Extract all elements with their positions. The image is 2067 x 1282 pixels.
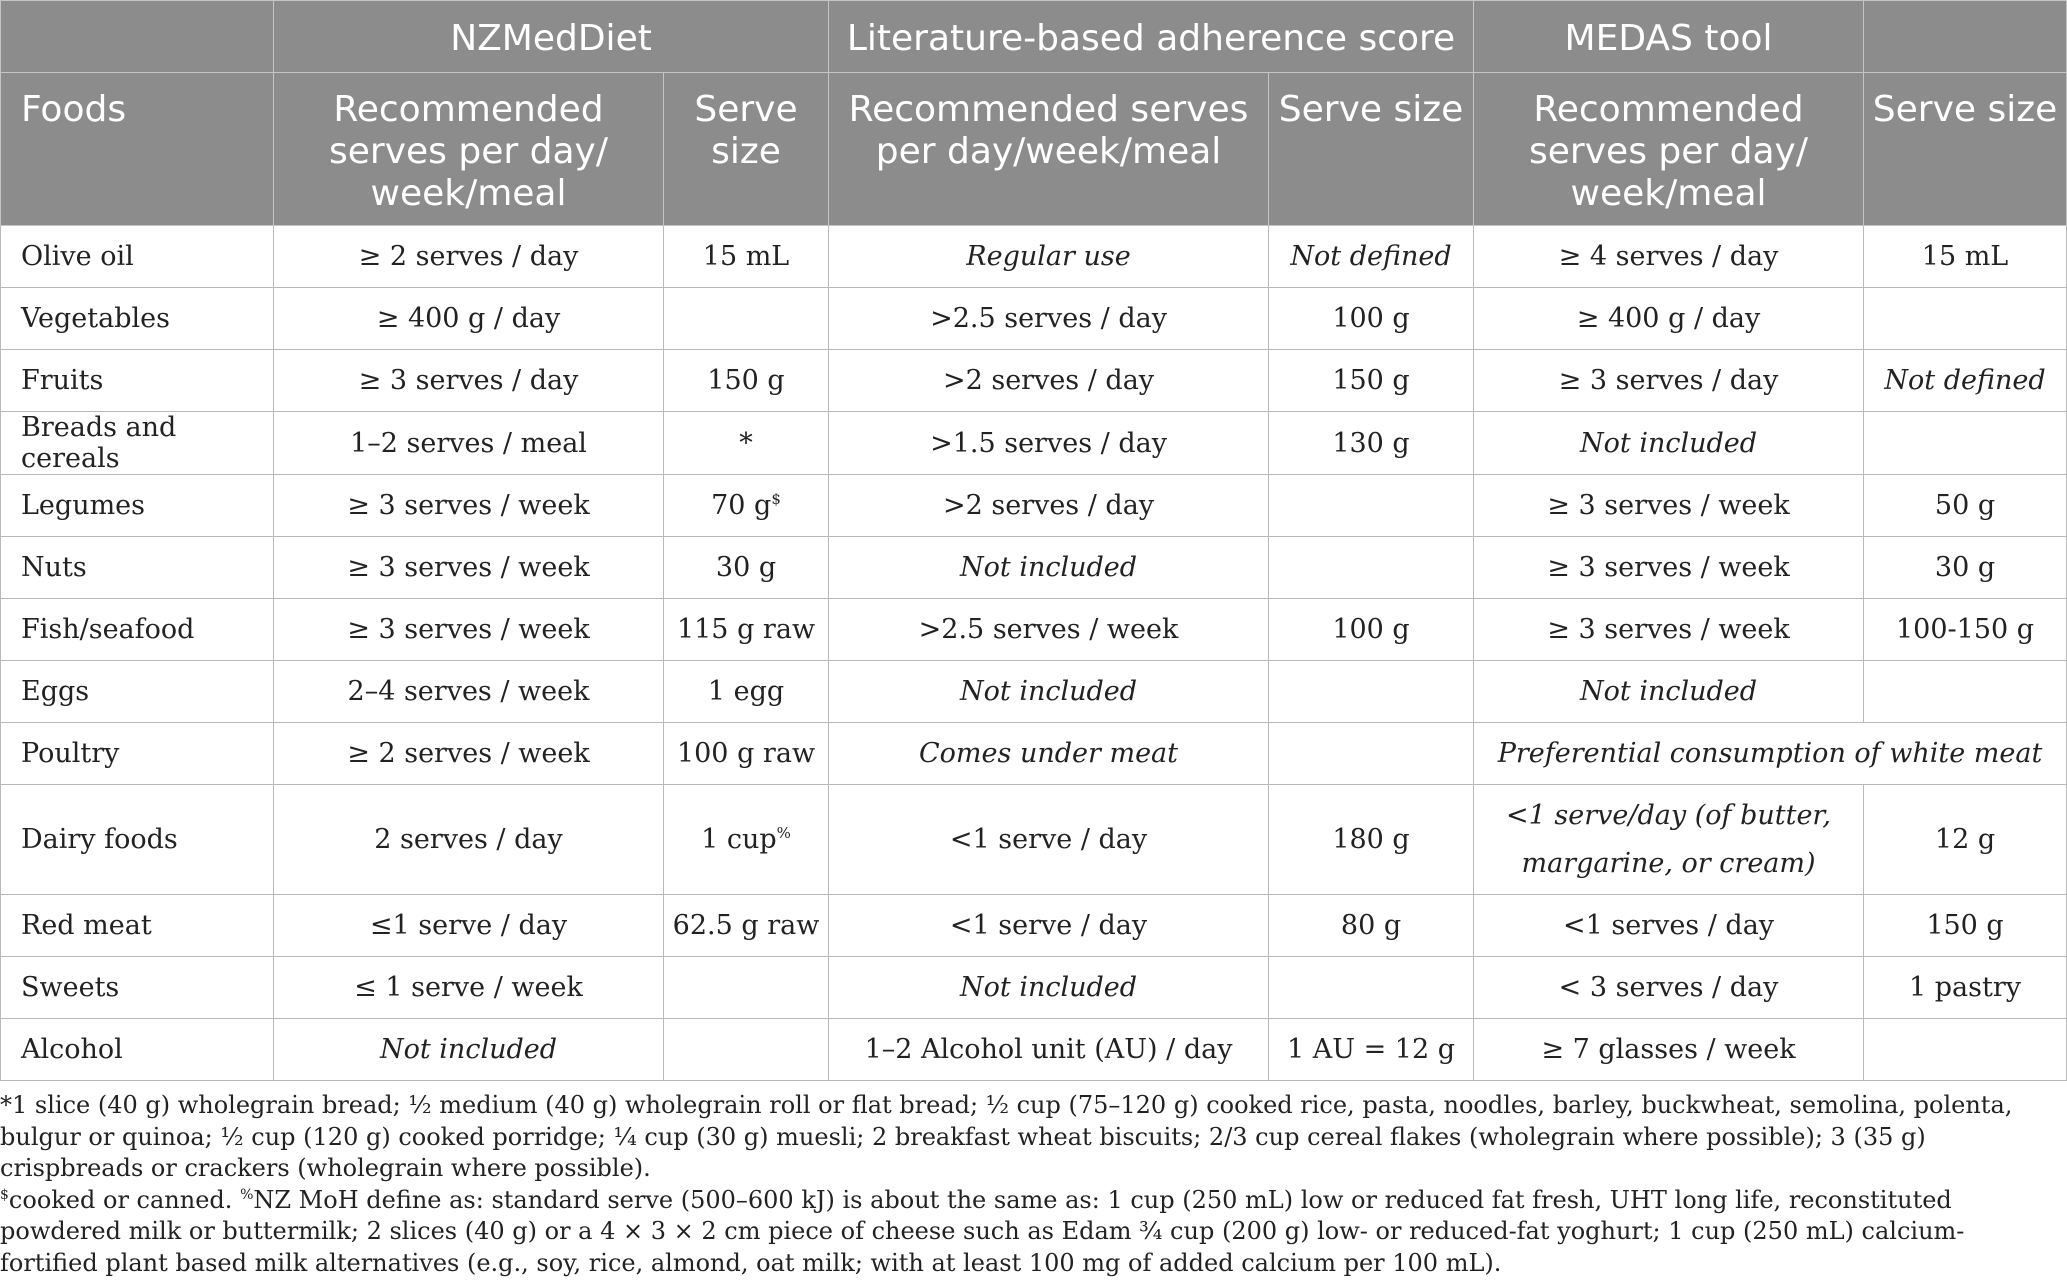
food-name: Legumes (1, 475, 274, 537)
medas-serve-size: 30 g (1864, 537, 2067, 599)
medas-serve-size (1864, 1019, 2067, 1081)
table-row (1, 785, 2067, 895)
medas-merged-note: Preferential consumption of white meat (1474, 723, 2067, 785)
group-header-empty-end (1864, 1, 2067, 73)
lit-serve-size: 130 g (1269, 412, 1474, 475)
nz-serve-size (664, 288, 829, 350)
food-name: Alcohol (1, 1019, 274, 1081)
lit-serve-size: Not defined (1269, 226, 1474, 288)
food-name: Dairy foods (1, 785, 274, 895)
lit-recommended: Comes under meat (829, 723, 1269, 785)
medas-serve-size: 12 g (1864, 785, 2067, 895)
group-header-row (1, 1, 2067, 73)
medas-serve-size: 150 g (1864, 895, 2067, 957)
lit-serve-size: 100 g (1269, 599, 1474, 661)
nz-serve-size: 70 g (711, 490, 772, 521)
nz-serve-size: 115 g raw (664, 599, 829, 661)
medas-serve-size: 50 g (1864, 475, 2067, 537)
table-row (1, 412, 2067, 475)
footnote-dollar-text: cooked or canned. (8, 1185, 233, 1214)
lit-recommended: <1 serve / day (829, 785, 1269, 895)
nz-recommended: ≤ 1 serve / week (274, 957, 664, 1019)
medas-recommended: Not included (1474, 412, 1864, 475)
lit-serve-size: 1 AU = 12 g (1269, 1019, 1474, 1081)
lit-recommended: 1–2 Alcohol unit (AU) / day (829, 1019, 1269, 1081)
nz-serve-size: 1 cup (701, 823, 777, 855)
nz-recommended: ≥ 2 serves / day (274, 226, 664, 288)
food-name: Poultry (1, 723, 274, 785)
medas-recommended-line2: margarine, or cream) (1521, 847, 1816, 879)
group-header-empty (1, 1, 274, 73)
nz-recommended: Not included (274, 1019, 664, 1081)
medas-recommended: Not included (1474, 661, 1864, 723)
nz-recommended: ≥ 3 serves / day (274, 350, 664, 412)
table-row (1, 475, 2067, 537)
medas-serve-size: 15 mL (1864, 226, 2067, 288)
lit-recommended: >1.5 serves / day (829, 412, 1269, 475)
column-header-nz-serve-size: Serve size (664, 73, 829, 226)
lit-recommended: >2.5 serves / day (829, 288, 1269, 350)
medas-recommended: <1 serves / day (1474, 895, 1864, 957)
column-header-medas-recommended: Recommended serves per day/ week/meal (1474, 73, 1864, 226)
group-header-nzmeddiet: NZMedDiet (274, 1, 829, 73)
footnote-dollar-symbol: $ (0, 1186, 9, 1203)
lit-serve-size: 80 g (1269, 895, 1474, 957)
lit-serve-size (1269, 537, 1474, 599)
nz-recommended: 2–4 serves / week (274, 661, 664, 723)
footnote-percent-symbol: % (240, 1186, 254, 1203)
medas-serve-size (1864, 288, 2067, 350)
medas-recommended: ≥ 4 serves / day (1474, 226, 1864, 288)
food-name: Fruits (1, 350, 274, 412)
food-name: Breads and cereals (1, 412, 274, 475)
group-header-literature: Literature-based adherence score (829, 1, 1474, 73)
nz-recommended: ≥ 3 serves / week (274, 475, 664, 537)
nz-serve-size: * (664, 412, 829, 475)
nz-serve-size: 62.5 g raw (664, 895, 829, 957)
footnote-dollar-percent (0, 1185, 2050, 1280)
nz-serve-size: 150 g (664, 350, 829, 412)
food-name: Eggs (1, 661, 274, 723)
medas-recommended: ≥ 3 serves / week (1474, 537, 1864, 599)
table-row (1, 661, 2067, 723)
nz-recommended: 1–2 serves / meal (274, 412, 664, 475)
table-row (1, 723, 2067, 785)
medas-recommended: ≥ 7 glasses / week (1474, 1019, 1864, 1081)
food-name: Sweets (1, 957, 274, 1019)
table-row (1, 957, 2067, 1019)
lit-serve-size (1269, 723, 1474, 785)
column-header-lit-serve-size: Serve size (1269, 73, 1474, 226)
lit-recommended: <1 serve / day (829, 895, 1269, 957)
lit-recommended: Not included (829, 537, 1269, 599)
column-header-nz-recommended: Recommended serves per day/ week/meal (274, 73, 664, 226)
medas-recommended: ≥ 3 serves / week (1474, 599, 1864, 661)
table-row (1, 350, 2067, 412)
nz-recommended: ≥ 3 serves / week (274, 537, 664, 599)
nz-recommended: 2 serves / day (274, 785, 664, 895)
lit-recommended: Not included (829, 957, 1269, 1019)
medas-serve-size: 100-150 g (1864, 599, 2067, 661)
nz-serve-size: 30 g (664, 537, 829, 599)
medas-serve-size (1864, 661, 2067, 723)
nz-serve-size (664, 957, 829, 1019)
group-header-medas: MEDAS tool (1474, 1, 1864, 73)
lit-serve-size: 100 g (1269, 288, 1474, 350)
food-name: Vegetables (1, 288, 274, 350)
nz-serve-size (664, 1019, 829, 1081)
lit-recommended: >2.5 serves / week (829, 599, 1269, 661)
table-row (1, 1019, 2067, 1081)
footnotes (0, 1090, 2050, 1279)
nz-serve-size: 15 mL (664, 226, 829, 288)
nz-serve-size: 1 egg (664, 661, 829, 723)
medas-serve-size: 1 pastry (1864, 957, 2067, 1019)
medas-recommended: ≥ 3 serves / week (1474, 475, 1864, 537)
table-row (1, 599, 2067, 661)
footnote-dollar-marker: $ (771, 490, 781, 508)
nz-recommended: ≥ 2 serves / week (274, 723, 664, 785)
lit-serve-size: 180 g (1269, 785, 1474, 895)
medas-recommended: ≥ 400 g / day (1474, 288, 1864, 350)
lit-serve-size (1269, 661, 1474, 723)
nz-serve-size-cell (664, 785, 829, 895)
footnote-star: *1 slice (40 g) wholegrain bread; ½ medium (40 g) wholegrain roll or flat bread; ½ cup (75–120 g) cooked rice, pasta, noodles, barley, buckwheat, semolina, polenta, bulgur or quinoa; ½ cup (120 g) cooked porridge; ¼ cup (30 g) muesli; 2 breakfast wheat biscuits; 2/3 cup cereal flakes (wholegrain where possible); 3 (35 g) crispbreads or crackers (wholegrain where possible). (0, 1091, 2013, 1182)
medas-serve-size: Not defined (1864, 350, 2067, 412)
food-name: Olive oil (1, 226, 274, 288)
column-header-lit-recommended: Recommended serves per day/week/meal (829, 73, 1269, 226)
lit-recommended: Regular use (829, 226, 1269, 288)
medas-recommended: ≥ 3 serves / day (1474, 350, 1864, 412)
nz-recommended: ≤1 serve / day (274, 895, 664, 957)
medas-recommended: < 3 serves / day (1474, 957, 1864, 1019)
footnote-percent-text: NZ MoH define as: standard serve (500–600 kJ) is about the same as: 1 cup (250 mL) low or reduced fat fresh, UHT long life, reconstituted powdered milk or buttermilk; 2 slices (40 g) or a 4 × 3 × 2 cm piece of cheese such as Edam ¾ cup (200 g) low- or reduced-fat yoghurt; 1 cup (250 mL) calcium-fortified plant based milk alternatives (e.g., soy, rice, almond, oat milk; with at least 100 mg of added calcium per 100 mL). (0, 1185, 1965, 1277)
medas-serve-size (1864, 412, 2067, 475)
table-row (1, 537, 2067, 599)
lit-recommended: >2 serves / day (829, 350, 1269, 412)
lit-serve-size: 150 g (1269, 350, 1474, 412)
lit-recommended: Not included (829, 661, 1269, 723)
nz-recommended: ≥ 3 serves / week (274, 599, 664, 661)
medas-recommended-cell (1474, 785, 1864, 895)
column-header-medas-serve-size: Serve size (1864, 73, 2067, 226)
medas-recommended-line1: <1 serve/day (of butter, (1506, 799, 1831, 831)
table-row (1, 288, 2067, 350)
nz-serve-size: 100 g raw (664, 723, 829, 785)
nz-recommended: ≥ 400 g / day (274, 288, 664, 350)
food-name: Fish/seafood (1, 599, 274, 661)
food-name: Nuts (1, 537, 274, 599)
footnote-percent-marker: % (776, 823, 791, 842)
column-header-foods: Foods (1, 73, 274, 226)
table-row (1, 895, 2067, 957)
food-name: Red meat (1, 895, 274, 957)
table-row (1, 226, 2067, 288)
lit-serve-size (1269, 957, 1474, 1019)
lit-recommended: >2 serves / day (829, 475, 1269, 537)
nz-serve-size-cell (664, 475, 829, 537)
lit-serve-size (1269, 475, 1474, 537)
column-header-row (1, 73, 2067, 226)
